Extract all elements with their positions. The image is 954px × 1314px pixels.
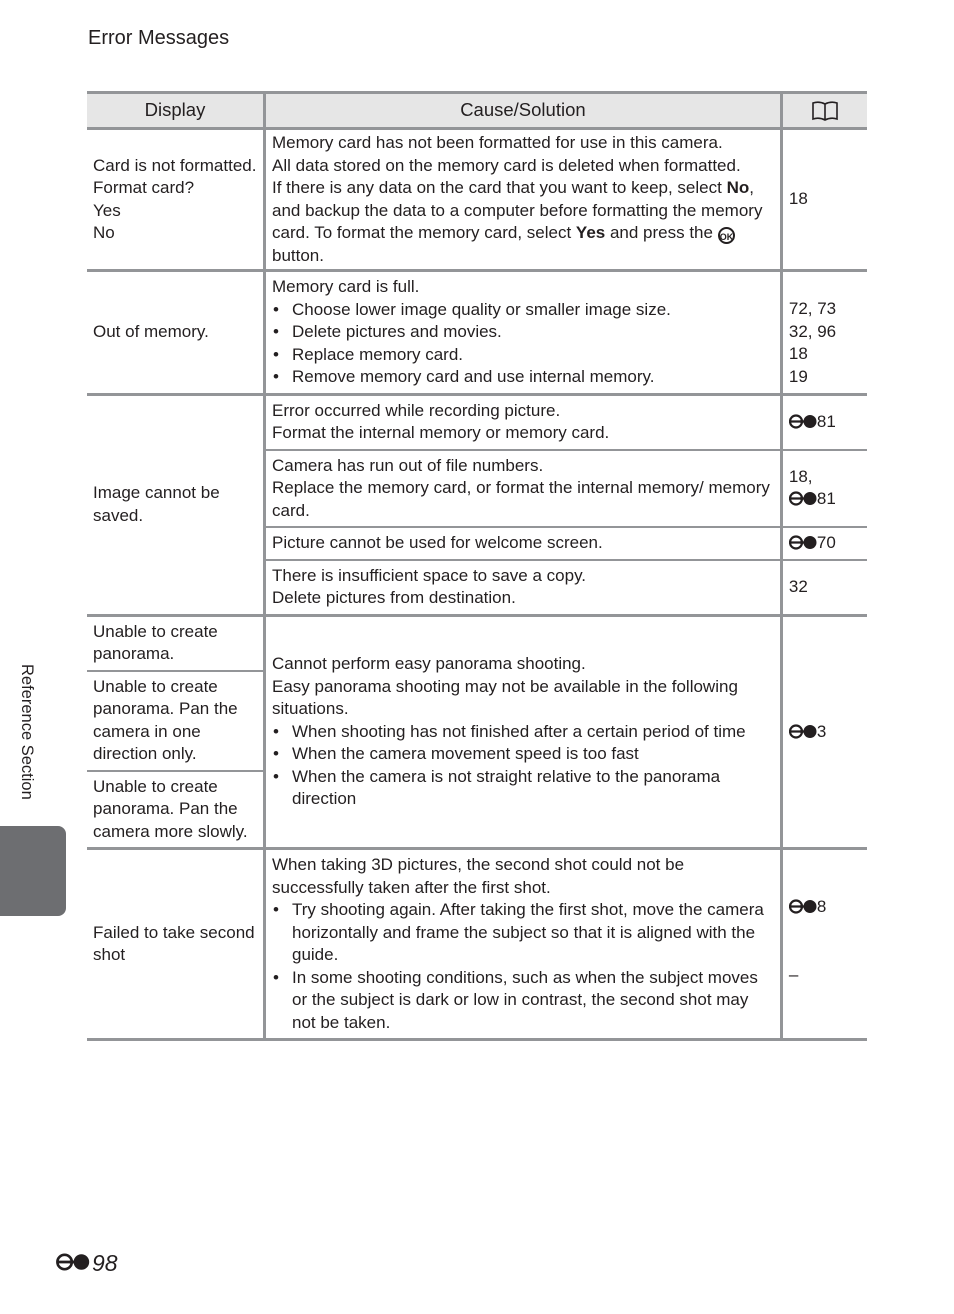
display-line: No [93, 223, 115, 242]
cause-cell [265, 615, 782, 849]
column-header-page [781, 93, 867, 129]
table-row [87, 271, 867, 395]
page-cell [781, 450, 867, 528]
bullet-item: • Replace memory card. [292, 344, 775, 367]
column-header-cause: Cause/Solution [265, 93, 782, 129]
cause-line: Camera has run out of file numbers. [272, 455, 544, 475]
cause-text: If there is any data on the card that you want to keep, select [272, 178, 727, 197]
cause-line: There is insufficient space to save a copy. [272, 565, 587, 585]
page-ref: 70 [816, 533, 836, 552]
page-ref: 72, 73 [788, 299, 837, 319]
bullet-item: • Delete pictures and movies. [292, 321, 775, 344]
option-no: No [726, 178, 750, 197]
page-ref: 81 [816, 411, 836, 431]
page-ref: 3 [816, 721, 827, 741]
display-line: Card is not formatted. [93, 155, 257, 175]
bullet-item: • When the camera movement speed is too fast [292, 743, 775, 766]
page-ref: – [788, 964, 799, 984]
cause-cell [265, 129, 782, 271]
page-cell [781, 394, 867, 450]
cause-line: Easy panorama shooting may not be available in the following situations. [272, 676, 738, 718]
error-messages-table [87, 91, 867, 1041]
side-tab-label: Reference Section [18, 664, 36, 800]
section-title: Error Messages [88, 27, 230, 49]
table-row [87, 129, 867, 271]
display-cell: Unable to create panorama. Pan the camera in one direction only. [87, 671, 265, 771]
display-cell: Failed to take second shot [87, 849, 265, 1040]
page-cell [781, 849, 867, 1040]
bullet-item: • Try shooting again. After taking the first shot, move the camera horizontally and frame the subject so that it is aligned with the guide. [292, 899, 775, 967]
cause-line: Replace the memory card, or format the internal memory/ memory card. [272, 478, 770, 520]
cause-line: Error occurred while recording picture. [272, 400, 561, 420]
reference-section-icon [789, 414, 817, 429]
reference-section-icon [789, 491, 817, 506]
bullet-item: • Remove memory card and use internal memory. [292, 366, 775, 389]
bullet-item: • When shooting has not finished after a certain period of time [292, 721, 775, 744]
cause-cell: Picture cannot be used for welcome screen. [265, 527, 782, 560]
page-ref: 18 [788, 344, 808, 364]
table-row [87, 615, 867, 671]
page-cell: 32 [788, 576, 808, 596]
display-cell [87, 129, 265, 271]
display-cell: Out of memory. [87, 271, 265, 395]
option-yes: Yes [575, 223, 606, 242]
cause-bullets [272, 899, 775, 1034]
reference-section-icon [56, 1250, 90, 1277]
cause-bullets [272, 721, 775, 811]
page-cell [781, 271, 867, 395]
bullet-item: • In some shooting conditions, such as when the subject moves or the subject is dark or low in contrast, the second shot may not be taken. [292, 967, 775, 1035]
page-ref: 81 [816, 489, 836, 509]
cause-text: , and backup the data to a computer before formatting the memory card. To format the memory card, select [272, 178, 763, 242]
cause-bullets [272, 299, 775, 389]
display-line: Yes [93, 200, 121, 220]
display-cell: Image cannot be saved. [87, 394, 265, 615]
cause-line: Format the internal memory or memory card. [272, 423, 610, 442]
cause-text: and press the [605, 223, 718, 242]
page-ref: 19 [788, 366, 808, 386]
table-row [87, 394, 867, 450]
cause-line: Cannot perform easy panorama shooting. [272, 654, 586, 673]
reference-section-icon [789, 724, 817, 739]
cause-cell [265, 394, 782, 450]
page-cell [781, 615, 867, 849]
bullet-item: • Choose lower image quality or smaller image size. [292, 299, 775, 322]
page-cell: 18 [788, 189, 808, 209]
display-cell: Unable to create panorama. Pan the camera more slowly. [87, 771, 265, 849]
ok-button-icon: OK [718, 227, 735, 244]
cause-line: All data stored on the memory card is deleted when formatted. [272, 155, 741, 175]
cause-cell [265, 271, 782, 395]
reference-section-icon [789, 535, 817, 550]
cause-line: Memory card has not been formatted for use in this camera. [272, 133, 723, 152]
page-ref: 18, [788, 466, 813, 486]
cause-text: button. [272, 245, 324, 265]
display-line: Format card? [93, 178, 195, 197]
cause-cell [265, 450, 782, 528]
page-number-text: 98 [92, 1250, 118, 1276]
cause-line: Delete pictures from destination. [272, 588, 516, 607]
cause-cell [265, 849, 782, 1040]
page-number [56, 1250, 118, 1277]
cause-cell [265, 560, 782, 616]
book-icon [783, 100, 867, 122]
page-cell [781, 527, 867, 560]
page-ref: 32, 96 [788, 321, 837, 341]
table-header-row [87, 93, 867, 129]
cause-line: Memory card is full. [272, 277, 420, 296]
cause-line: When taking 3D pictures, the second shot could not be successfully taken after the first shot. [272, 855, 685, 897]
page-ref: 8 [816, 897, 827, 916]
side-tab [0, 826, 66, 916]
table-row [87, 849, 867, 1040]
reference-section-icon [789, 899, 817, 914]
bullet-item: • When the camera is not straight relative to the panorama direction [292, 766, 775, 811]
display-cell: Unable to create panorama. [87, 615, 265, 671]
cause-paragraph [272, 177, 775, 267]
column-header-display: Display [87, 93, 265, 129]
